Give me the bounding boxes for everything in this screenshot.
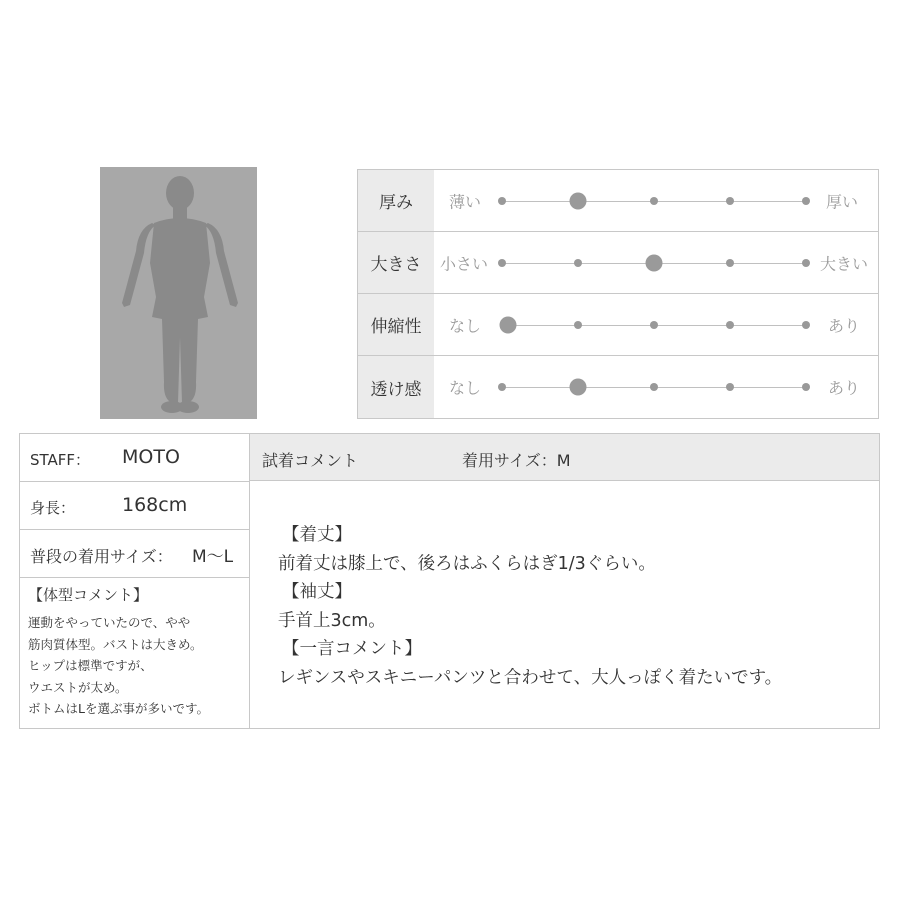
scale-row-size xyxy=(358,232,878,294)
body-type-cell xyxy=(20,578,249,728)
body-type-line: 筋肉質体型。バストは大きめ。 xyxy=(28,636,203,652)
usual-size-label: 普段の着用サイズ： xyxy=(30,547,173,566)
scale-label: 伸縮性 xyxy=(358,294,434,355)
scale-point xyxy=(726,383,734,391)
scale-point xyxy=(802,259,810,267)
scale-selected-marker xyxy=(570,192,587,209)
person-silhouette-icon xyxy=(100,167,257,419)
fitting-comment-line: 手首上3cm。 xyxy=(278,610,386,631)
scale-left-label: なし xyxy=(449,378,482,398)
scale-point xyxy=(802,383,810,391)
scale-point xyxy=(574,321,582,329)
scale-point xyxy=(650,197,658,205)
fitting-comment-text xyxy=(278,521,782,692)
scale-point xyxy=(726,259,734,267)
scale-point xyxy=(650,321,658,329)
model-figure-image xyxy=(100,167,257,419)
scale-track xyxy=(434,170,878,231)
scale-label: 大きさ xyxy=(358,232,434,293)
staff-name-cell xyxy=(20,434,249,482)
height-value: 168cm xyxy=(122,494,188,516)
body-type-line: ボトムはLを選ぶ事が多いです。 xyxy=(28,701,209,716)
scale-point xyxy=(498,259,506,267)
scale-label: 透け感 xyxy=(358,356,434,418)
height-cell xyxy=(20,482,249,530)
body-type-comment xyxy=(28,612,209,720)
body-type-line: ウエストが太め。 xyxy=(28,679,128,695)
scale-row-sheerness xyxy=(358,356,878,418)
usual-size-cell xyxy=(20,530,249,578)
fitting-comment-body xyxy=(250,481,879,728)
scale-track xyxy=(434,294,878,355)
height-label: 身長： xyxy=(30,499,76,517)
scale-point xyxy=(726,197,734,205)
scale-left-label: 小さい xyxy=(440,254,489,273)
scale-selected-marker xyxy=(500,316,517,333)
scale-selected-marker xyxy=(570,379,587,396)
usual-size-value: M〜L xyxy=(192,547,234,567)
scale-label: 厚み xyxy=(358,170,434,231)
fitting-comment-line: 【袖丈】 xyxy=(282,582,352,602)
scale-track xyxy=(434,356,878,418)
scale-point xyxy=(802,197,810,205)
staff-info-table xyxy=(19,433,880,729)
scale-right-label: 厚い xyxy=(826,192,859,211)
staff-profile-column xyxy=(20,434,250,728)
worn-size-label: 着用サイズ：M xyxy=(462,451,571,470)
body-type-line: 運動をやっていたので、やや xyxy=(28,615,191,630)
scale-point xyxy=(726,321,734,329)
fitting-comment-line: 【一言コメント】 xyxy=(282,639,422,659)
scale-right-label: あり xyxy=(828,378,861,398)
fitting-comment-line: 【着丈】 xyxy=(282,525,352,545)
scale-selected-marker xyxy=(646,254,663,271)
scale-point xyxy=(498,383,506,391)
scale-right-label: 大きい xyxy=(820,254,869,273)
scale-left-label: なし xyxy=(449,316,482,335)
staff-label: STAFF： xyxy=(30,451,91,469)
fitting-comment-line: 前着丈は膝上で、後ろはふくらはぎ1/3ぐらい。 xyxy=(278,553,656,574)
scale-row-thickness xyxy=(358,170,878,232)
staff-name: MOTO xyxy=(122,446,180,468)
fabric-scale-table xyxy=(357,169,879,419)
body-type-line: ヒップは標準ですが、 xyxy=(28,658,153,673)
scale-point xyxy=(650,383,658,391)
fitting-comment-line: レギンスやスキニーパンツと合わせて、大人っぽく着たいです。 xyxy=(278,667,783,688)
body-type-title: 【体型コメント】 xyxy=(28,586,149,604)
scale-point xyxy=(574,259,582,267)
scale-point xyxy=(802,321,810,329)
scale-left-label: 薄い xyxy=(449,192,482,211)
scale-point xyxy=(498,197,506,205)
scale-row-stretch xyxy=(358,294,878,356)
fitting-comment-title: 試着コメント xyxy=(262,451,359,470)
fitting-comment-header xyxy=(250,434,879,481)
scale-track xyxy=(434,232,878,293)
scale-right-label: あり xyxy=(828,316,861,335)
